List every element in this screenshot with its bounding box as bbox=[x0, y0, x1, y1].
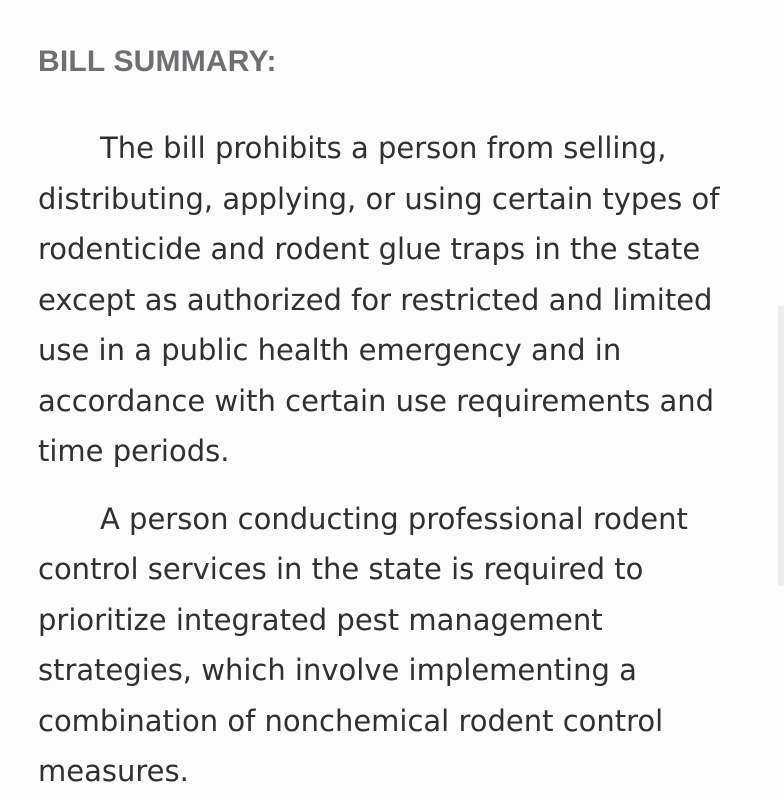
section-heading: BILL SUMMARY: bbox=[38, 45, 277, 78]
scrollbar[interactable] bbox=[778, 306, 784, 586]
summary-paragraph-2: A person conducting professional rodent control services in the state is required to prioritize integrated pest management strategies, which involve implementing a combination of nonchemical rodent control measures. bbox=[38, 501, 688, 788]
summary-paragraph-1: The bill prohibits a person from selling, distributing, applying, or using certain types of rodenticide and rodent glue traps in the state except as authorized for restricted and limited use in a public health emergency and in accordance with certain use requirements and time periods. bbox=[38, 131, 720, 468]
